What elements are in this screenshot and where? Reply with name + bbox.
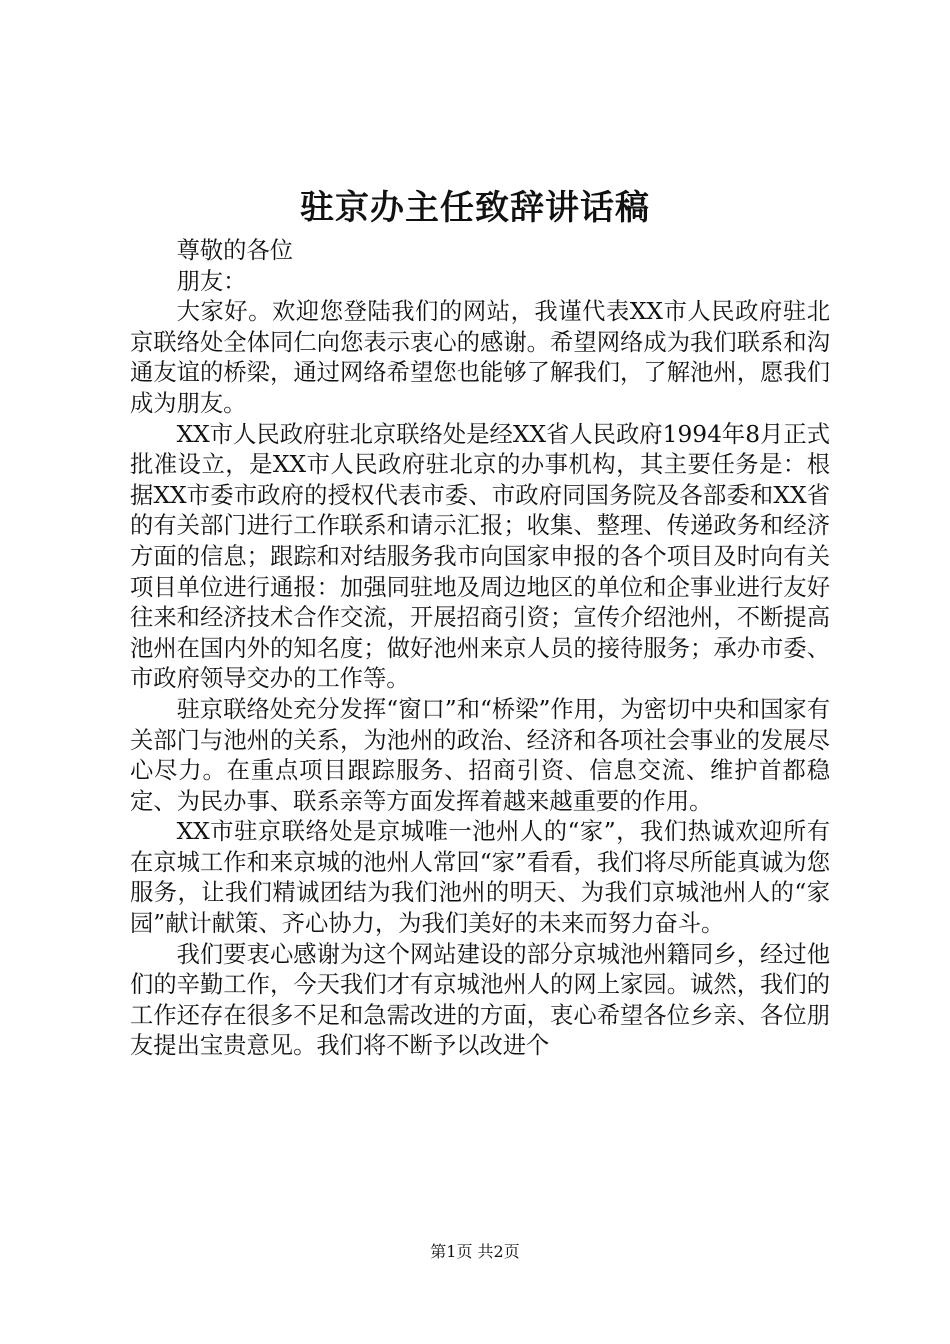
paragraph-office-duties: XX市人民政府驻北京联络处是经XX省人民政府1994年8月正式批准设立，是XX市人民政府驻北京的办事机构，其主要任务是：根据XX市委市政府的授权代表市委、市政府同国务院及各部委和XX省的有关部门进行工作联系和请示汇报；收集、整理、传递政务和经济方面的信息；跟踪和对结服务我市向国家申报的各个项目及时向有关项目单位进行通报：加强同驻地及周边地区的单位和企事业进行友好往来和经济技术合作交流，开展招商引资；宣传介绍池州，不断提高池州在国内外的知名度；做好池州来京人员的接待服务；承办市委、市政府领导交办的工作等。 <box>130 420 830 693</box>
document-body <box>130 236 830 1062</box>
paragraph-home: XX市驻京联络处是京城唯一池州人的“家”，我们热诚欢迎所有在京城工作和来京城的池州人常回“家”看看，我们将尽所能真诚为您服务，让我们精诚团结为我们池州的明天、为我们京城池州人的“家园”献计献策、齐心协力，为我们美好的未来而努力奋斗。 <box>130 818 830 938</box>
document-title: 驻京办主任致辞讲话稿 <box>300 188 650 228</box>
page-number-footer: 第1页 共2页 <box>430 1242 520 1261</box>
paragraph-thanks: 我们要衷心感谢为这个网站建设的部分京城池州籍同乡，经过他们的辛勤工作，今天我们才有京城池州人的网上家园。诚然，我们的工作还存在很多不足和急需改进的方面，衷心希望各位乡亲、各位朋友提出宝贵意见。我们将不断予以改进个 <box>130 940 830 1060</box>
paragraph-window-bridge: 驻京联络处充分发挥“窗口”和“桥梁”作用，为密切中央和国家有关部门与池州的关系，为池州的政治、经济和各项社会事业的发展尽心尽力。在重点项目跟踪服务、招商引资、信息交流、维护首都稳定、为民办事、联系亲等方面发挥着越来越重要的作用。 <box>130 695 830 815</box>
salutation-line-1: 尊敬的各位 <box>176 237 294 264</box>
salutation-line-2: 朋友： <box>176 267 247 295</box>
paragraph-welcome: 大家好。欢迎您登陆我们的网站，我谨代表XX市人民政府驻北京联络处全体同仁向您表示衷心的感谢。希望网络成为我们联系和沟通友谊的桥梁，通过网络希望您也能够了解我们，了解池州，愿我们成为朋友。 <box>130 298 830 417</box>
